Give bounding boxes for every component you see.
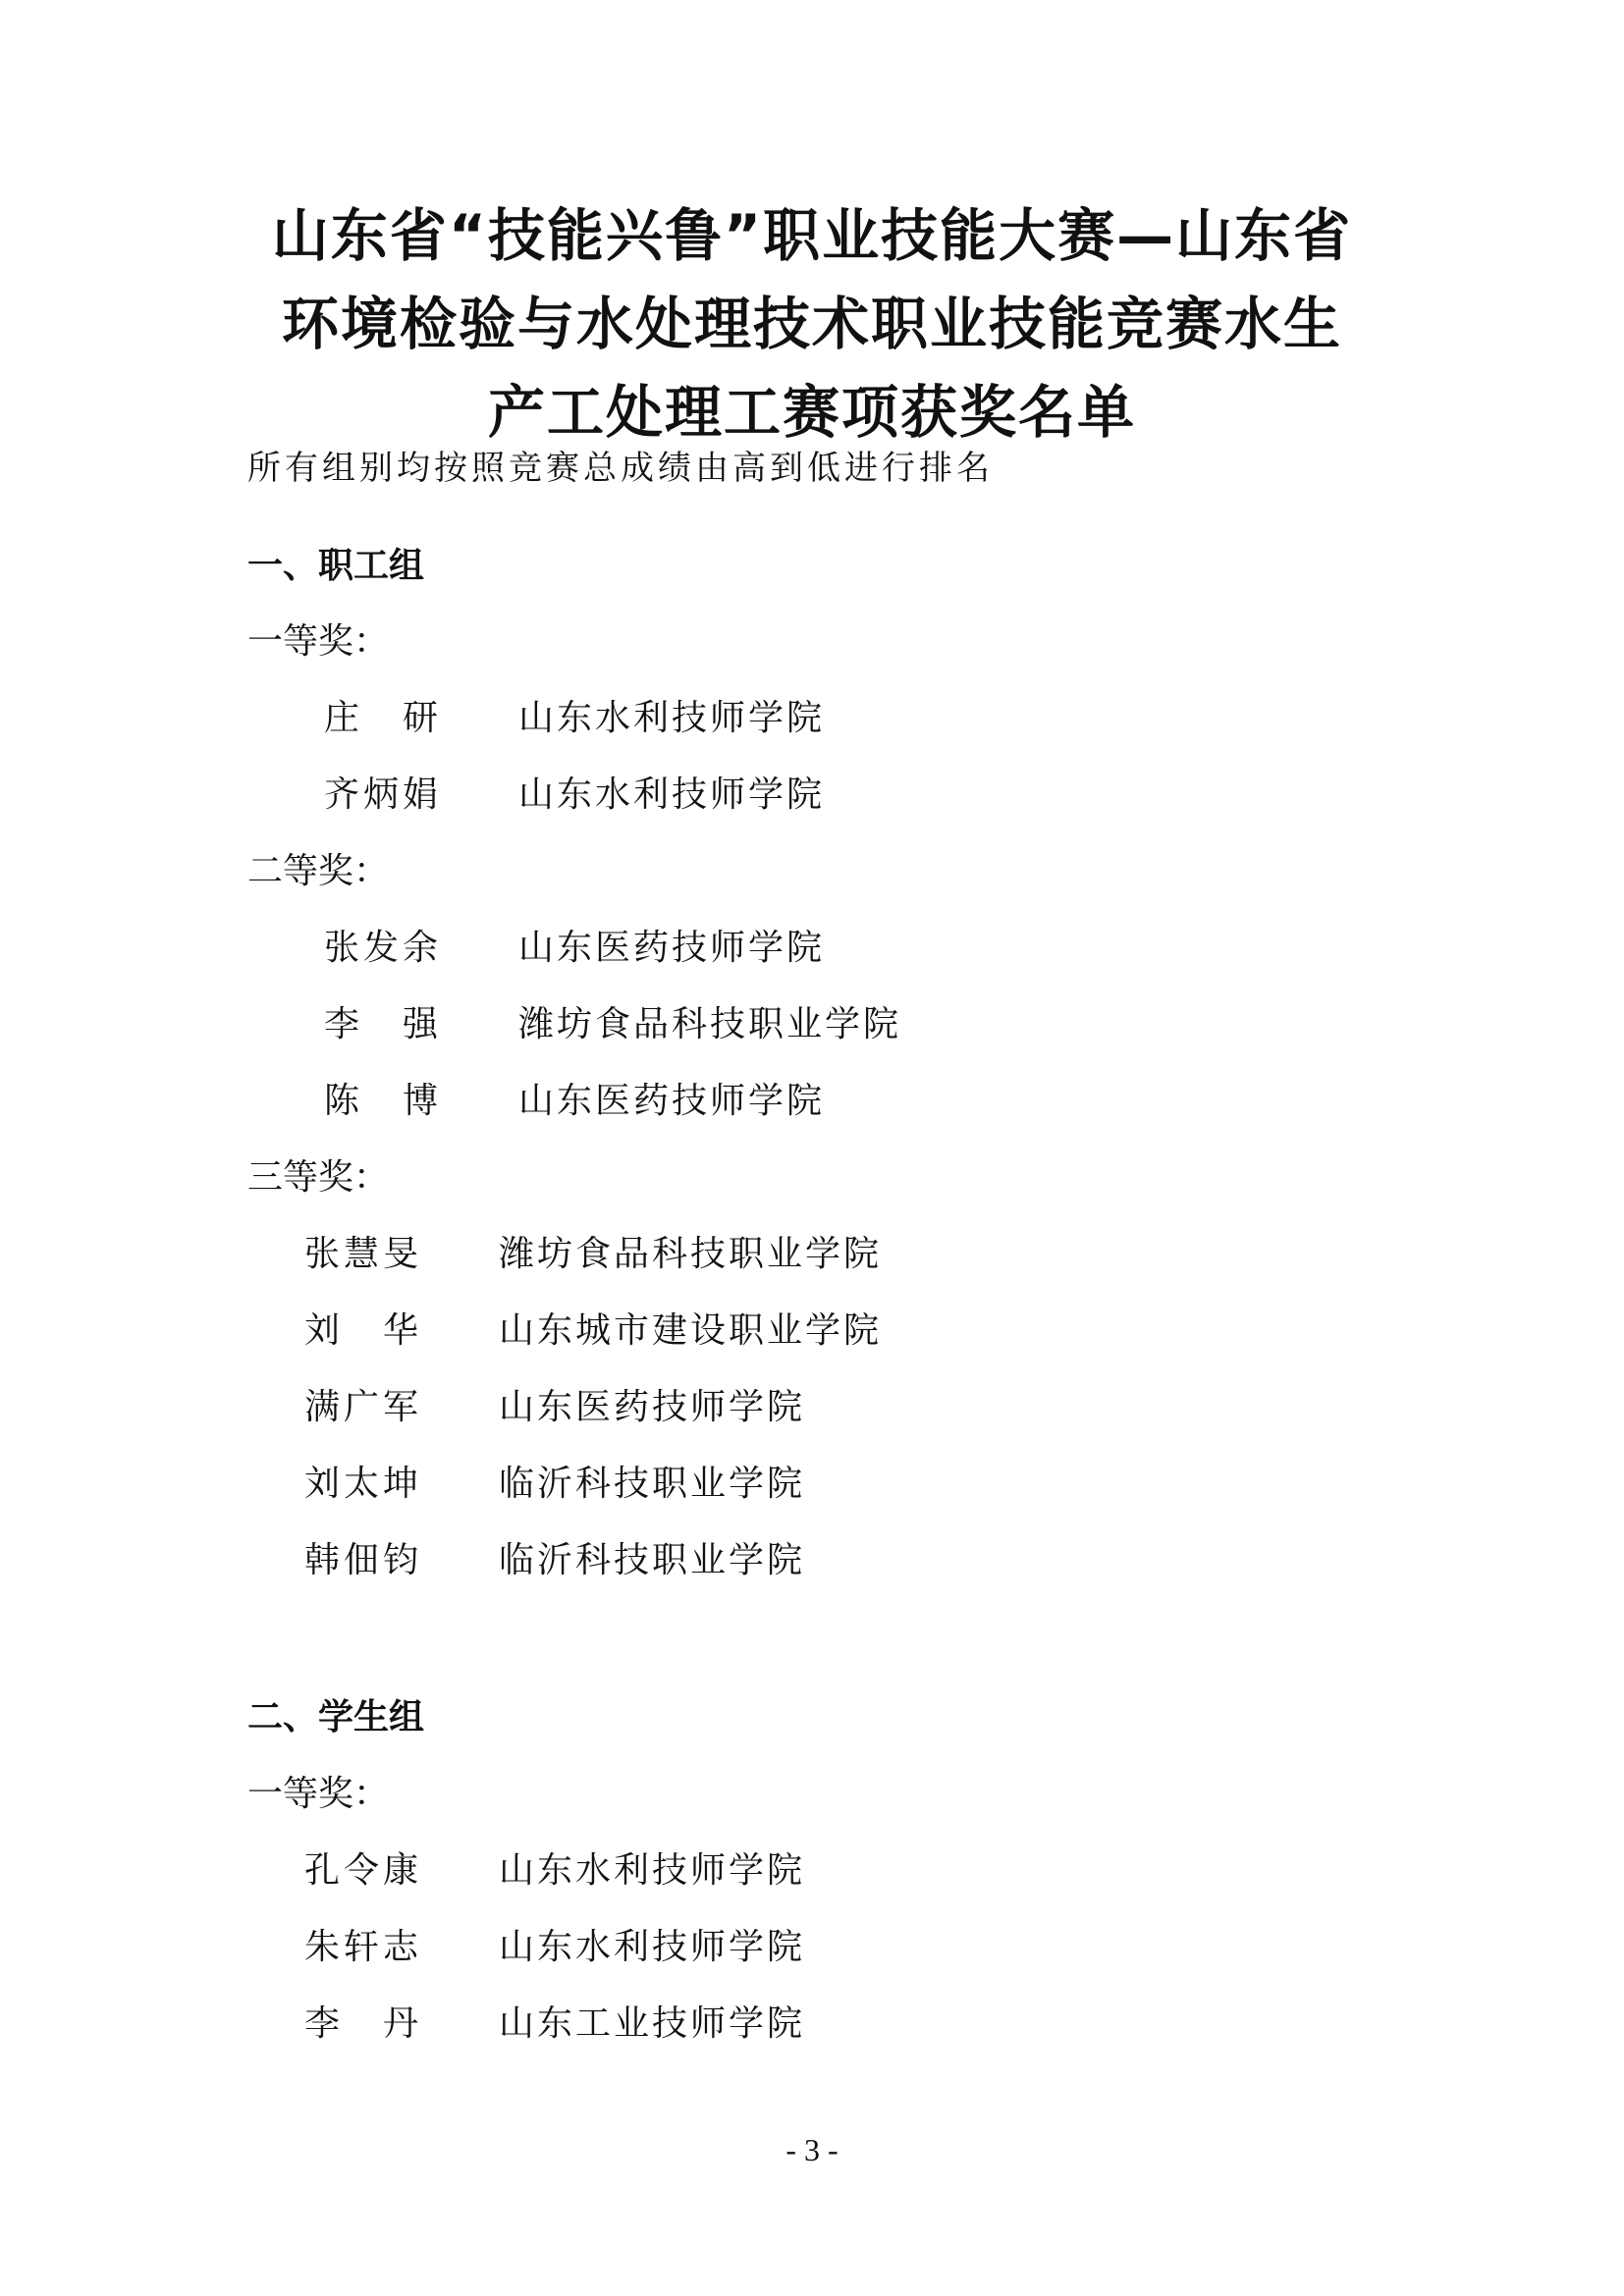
winner-org: 山东医药技师学院	[518, 928, 826, 968]
title-line-1: 山东省“技能兴鲁”职业技能大赛—山东省	[271, 202, 1353, 269]
title-line-2: 环境检验与水处理技术职业技能竞赛水生	[281, 291, 1342, 357]
winner-org: 临沂科技职业学院	[499, 1464, 806, 1504]
prize-heading-student-first: 一等奖：	[247, 1774, 390, 1814]
group-heading-student: 二、学生组	[247, 1697, 425, 1737]
page-number: - 3 -	[785, 2132, 839, 2167]
winner-org: 山东医药技师学院	[518, 1081, 826, 1121]
winner-org: 山东水利技师学院	[518, 774, 826, 815]
winner-name: 张慧旻	[304, 1234, 423, 1274]
winner-name: 满广军	[304, 1387, 423, 1427]
winner-name: 李 强	[324, 1004, 443, 1044]
ranking-note: 所有组别均按照竞赛总成绩由高到低进行排名	[247, 449, 994, 488]
winner-org: 山东水利技师学院	[499, 1927, 806, 1967]
prize-heading-staff-third: 三等奖：	[247, 1157, 390, 1198]
document-title	[196, 191, 1428, 456]
title-line-3: 产工处理工赛项获奖名单	[487, 379, 1136, 446]
winner-name: 陈 博	[324, 1081, 443, 1121]
winner-name: 庄 研	[324, 698, 443, 738]
winner-org: 潍坊食品科技职业学院	[499, 1234, 883, 1274]
winner-org: 山东医药技师学院	[499, 1387, 806, 1427]
winner-name: 刘 华	[304, 1310, 423, 1351]
winner-org: 潍坊食品科技职业学院	[518, 1004, 902, 1044]
winner-org: 山东工业技师学院	[499, 2003, 806, 2044]
winner-name: 张发余	[324, 928, 443, 968]
winner-name: 孔令康	[304, 1850, 423, 1891]
winner-org: 山东水利技师学院	[518, 698, 826, 738]
prize-heading-staff-first: 一等奖：	[247, 621, 390, 662]
prize-heading-staff-second: 二等奖：	[247, 851, 390, 891]
winner-org: 山东水利技师学院	[499, 1850, 806, 1891]
winner-name: 刘太坤	[304, 1464, 423, 1504]
winner-name: 齐炳娟	[324, 774, 443, 815]
winner-name: 朱轩志	[304, 1927, 423, 1967]
winner-name: 李 丹	[304, 2003, 423, 2044]
winner-org: 山东城市建设职业学院	[499, 1310, 883, 1351]
group-heading-staff: 一、职工组	[247, 546, 425, 586]
winner-org: 临沂科技职业学院	[499, 1540, 806, 1580]
winner-name: 韩佃钧	[304, 1540, 423, 1580]
